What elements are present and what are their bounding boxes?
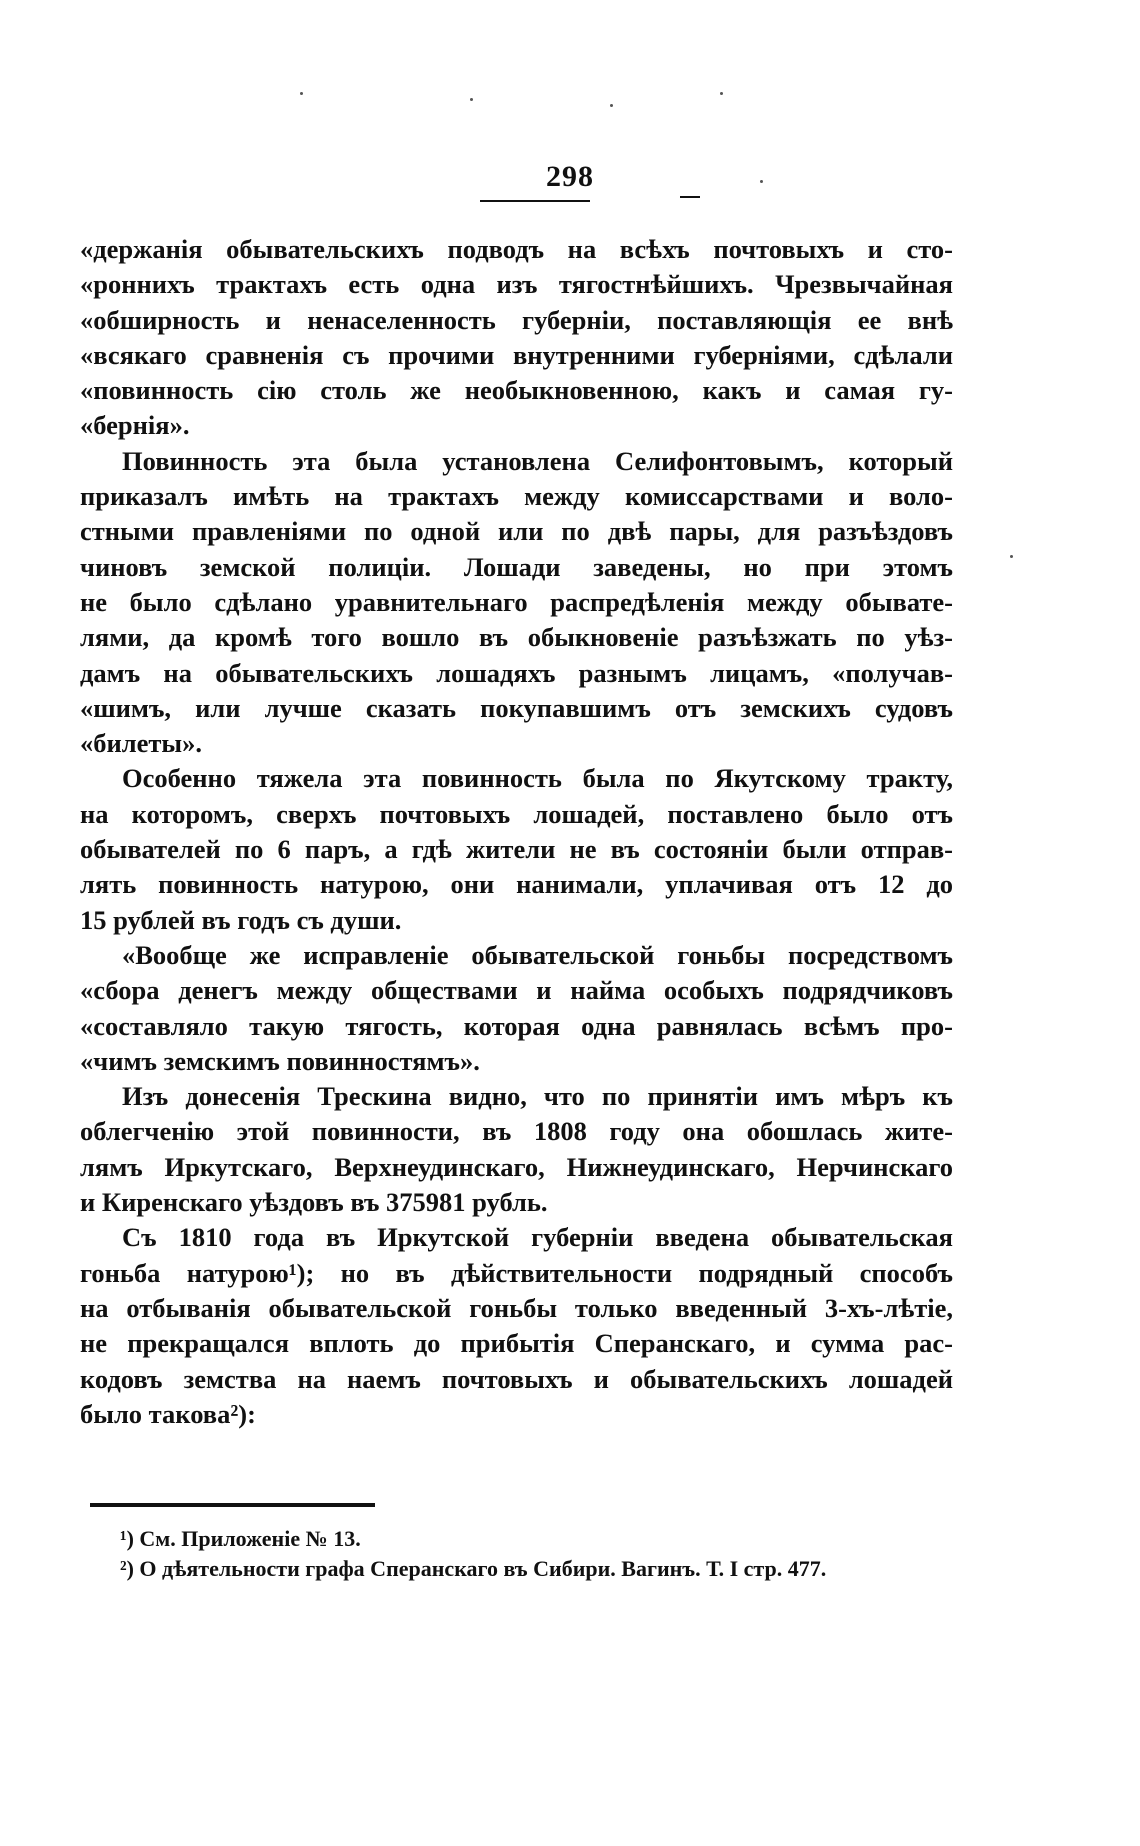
- text-line: «билеты».: [80, 728, 202, 759]
- text-line: «повинность сію столь же необыкновенною, какъ и самая гу-: [80, 375, 953, 406]
- text-line: дамъ на обывательскихъ лошадяхъ разнымъ лицамъ, «получав-: [80, 657, 953, 688]
- text-line: на которомъ, сверхъ почтовыхъ лошадей, поставлено было отъ: [80, 798, 953, 829]
- text-line: кодовъ земства на наемъ почтовыхъ и обывательскихъ лошадей: [80, 1363, 953, 1394]
- footnote-1: ¹) См. Приложеніе № 13.: [120, 1526, 361, 1551]
- text-line: было такова²):: [80, 1398, 256, 1429]
- text-line: и Киренскаго уѣздовъ въ 375981 рубль.: [80, 1187, 548, 1218]
- text-line: на отбыванія обывательской гоньбы только введенный 3-хъ-лѣтіе,: [80, 1292, 953, 1323]
- text-line: Повинность эта была установлена Селифонтовымъ, который: [122, 445, 953, 476]
- text-line: «Вообще же исправленіе обывательской гоньбы посредствомъ: [122, 939, 953, 970]
- text-line: «чимъ земскимъ повинностямъ».: [80, 1045, 480, 1076]
- scan-speck: [1010, 555, 1013, 558]
- footnote-rule: [90, 1503, 375, 1507]
- text-line: облегченію этой повинности, въ 1808 году она обошлась жите-: [80, 1116, 953, 1147]
- text-line: 15 рублей въ годъ съ души.: [80, 904, 402, 935]
- header-rule: [480, 200, 590, 202]
- text-line: «роннихъ трактахъ есть одна изъ тягостнѣйшихъ. Чрезвычайная: [80, 269, 953, 300]
- scan-speck: [720, 92, 723, 95]
- text-line: «обширность и ненаселенность губерніи, поставляющія ее внѣ: [80, 304, 953, 335]
- text-line: стными правленіями по одной или по двѣ пары, для разъѣздовъ: [80, 516, 953, 547]
- text-line: лять повинность натурою, они нанимали, уплачивая отъ 12 до: [80, 869, 953, 900]
- page-number: 298: [546, 160, 594, 193]
- text-line: «всякаго сравненія съ прочими внутренними губерніями, сдѣлали: [80, 339, 953, 370]
- text-line: Изъ донесенія Трескина видно, что по принятіи имъ мѣръ къ: [122, 1081, 953, 1112]
- text-line: обывателей по 6 паръ, а гдѣ жители не въ состояніи были отправ-: [80, 834, 953, 865]
- text-line: «составляло такую тягость, которая одна равнялась всѣмъ про-: [80, 1010, 953, 1041]
- text-line: не было сдѣлано уравнительнаго распредѣленія между обывате-: [80, 586, 953, 617]
- text-line: не прекращался вплоть до прибытія Сперанскаго, и сумма рас-: [80, 1328, 953, 1359]
- text-line: «сбора денегъ между обществами и найма особыхъ подрядчиковъ: [80, 975, 953, 1006]
- text-line: гоньба натурою¹); но въ дѣйствительности подрядный способъ: [80, 1257, 953, 1288]
- header-rule-mark: [680, 196, 700, 198]
- scan-speck: [470, 98, 473, 101]
- text-line: Съ 1810 года въ Иркутской губерніи введена обывательская: [122, 1222, 953, 1253]
- text-line: лями, да кромѣ того вошло въ обыкновеніе разъѣзжать по уѣз-: [80, 622, 953, 653]
- text-line: Особенно тяжела эта повинность была по Якутскому тракту,: [122, 763, 953, 794]
- scan-speck: [300, 92, 303, 95]
- text-line: чиновъ земской полиціи. Лошади заведены, но при этомъ: [80, 551, 953, 582]
- text-line: лямъ Иркутскаго, Верхнеудинскаго, Нижнеудинскаго, Нерчинскаго: [80, 1151, 953, 1182]
- text-line: «шимъ, или лучше сказать покупавшимъ отъ земскихъ судовъ: [80, 692, 953, 723]
- text-line: «держанія обывательскихъ подводъ на всѣхъ почтовыхъ и сто-: [80, 234, 953, 264]
- body-text: [80, 232, 953, 1432]
- text-line: приказалъ имѣть на трактахъ между комиссарствами и воло-: [80, 481, 953, 512]
- scan-speck: [610, 104, 613, 107]
- footnote-2: ²) О дѣятельности графа Сперанскаго въ Сибири. Вагинъ. Т. I стр. 477.: [120, 1556, 827, 1581]
- text-line: «бернія».: [80, 410, 190, 441]
- footnotes: [120, 1524, 950, 1584]
